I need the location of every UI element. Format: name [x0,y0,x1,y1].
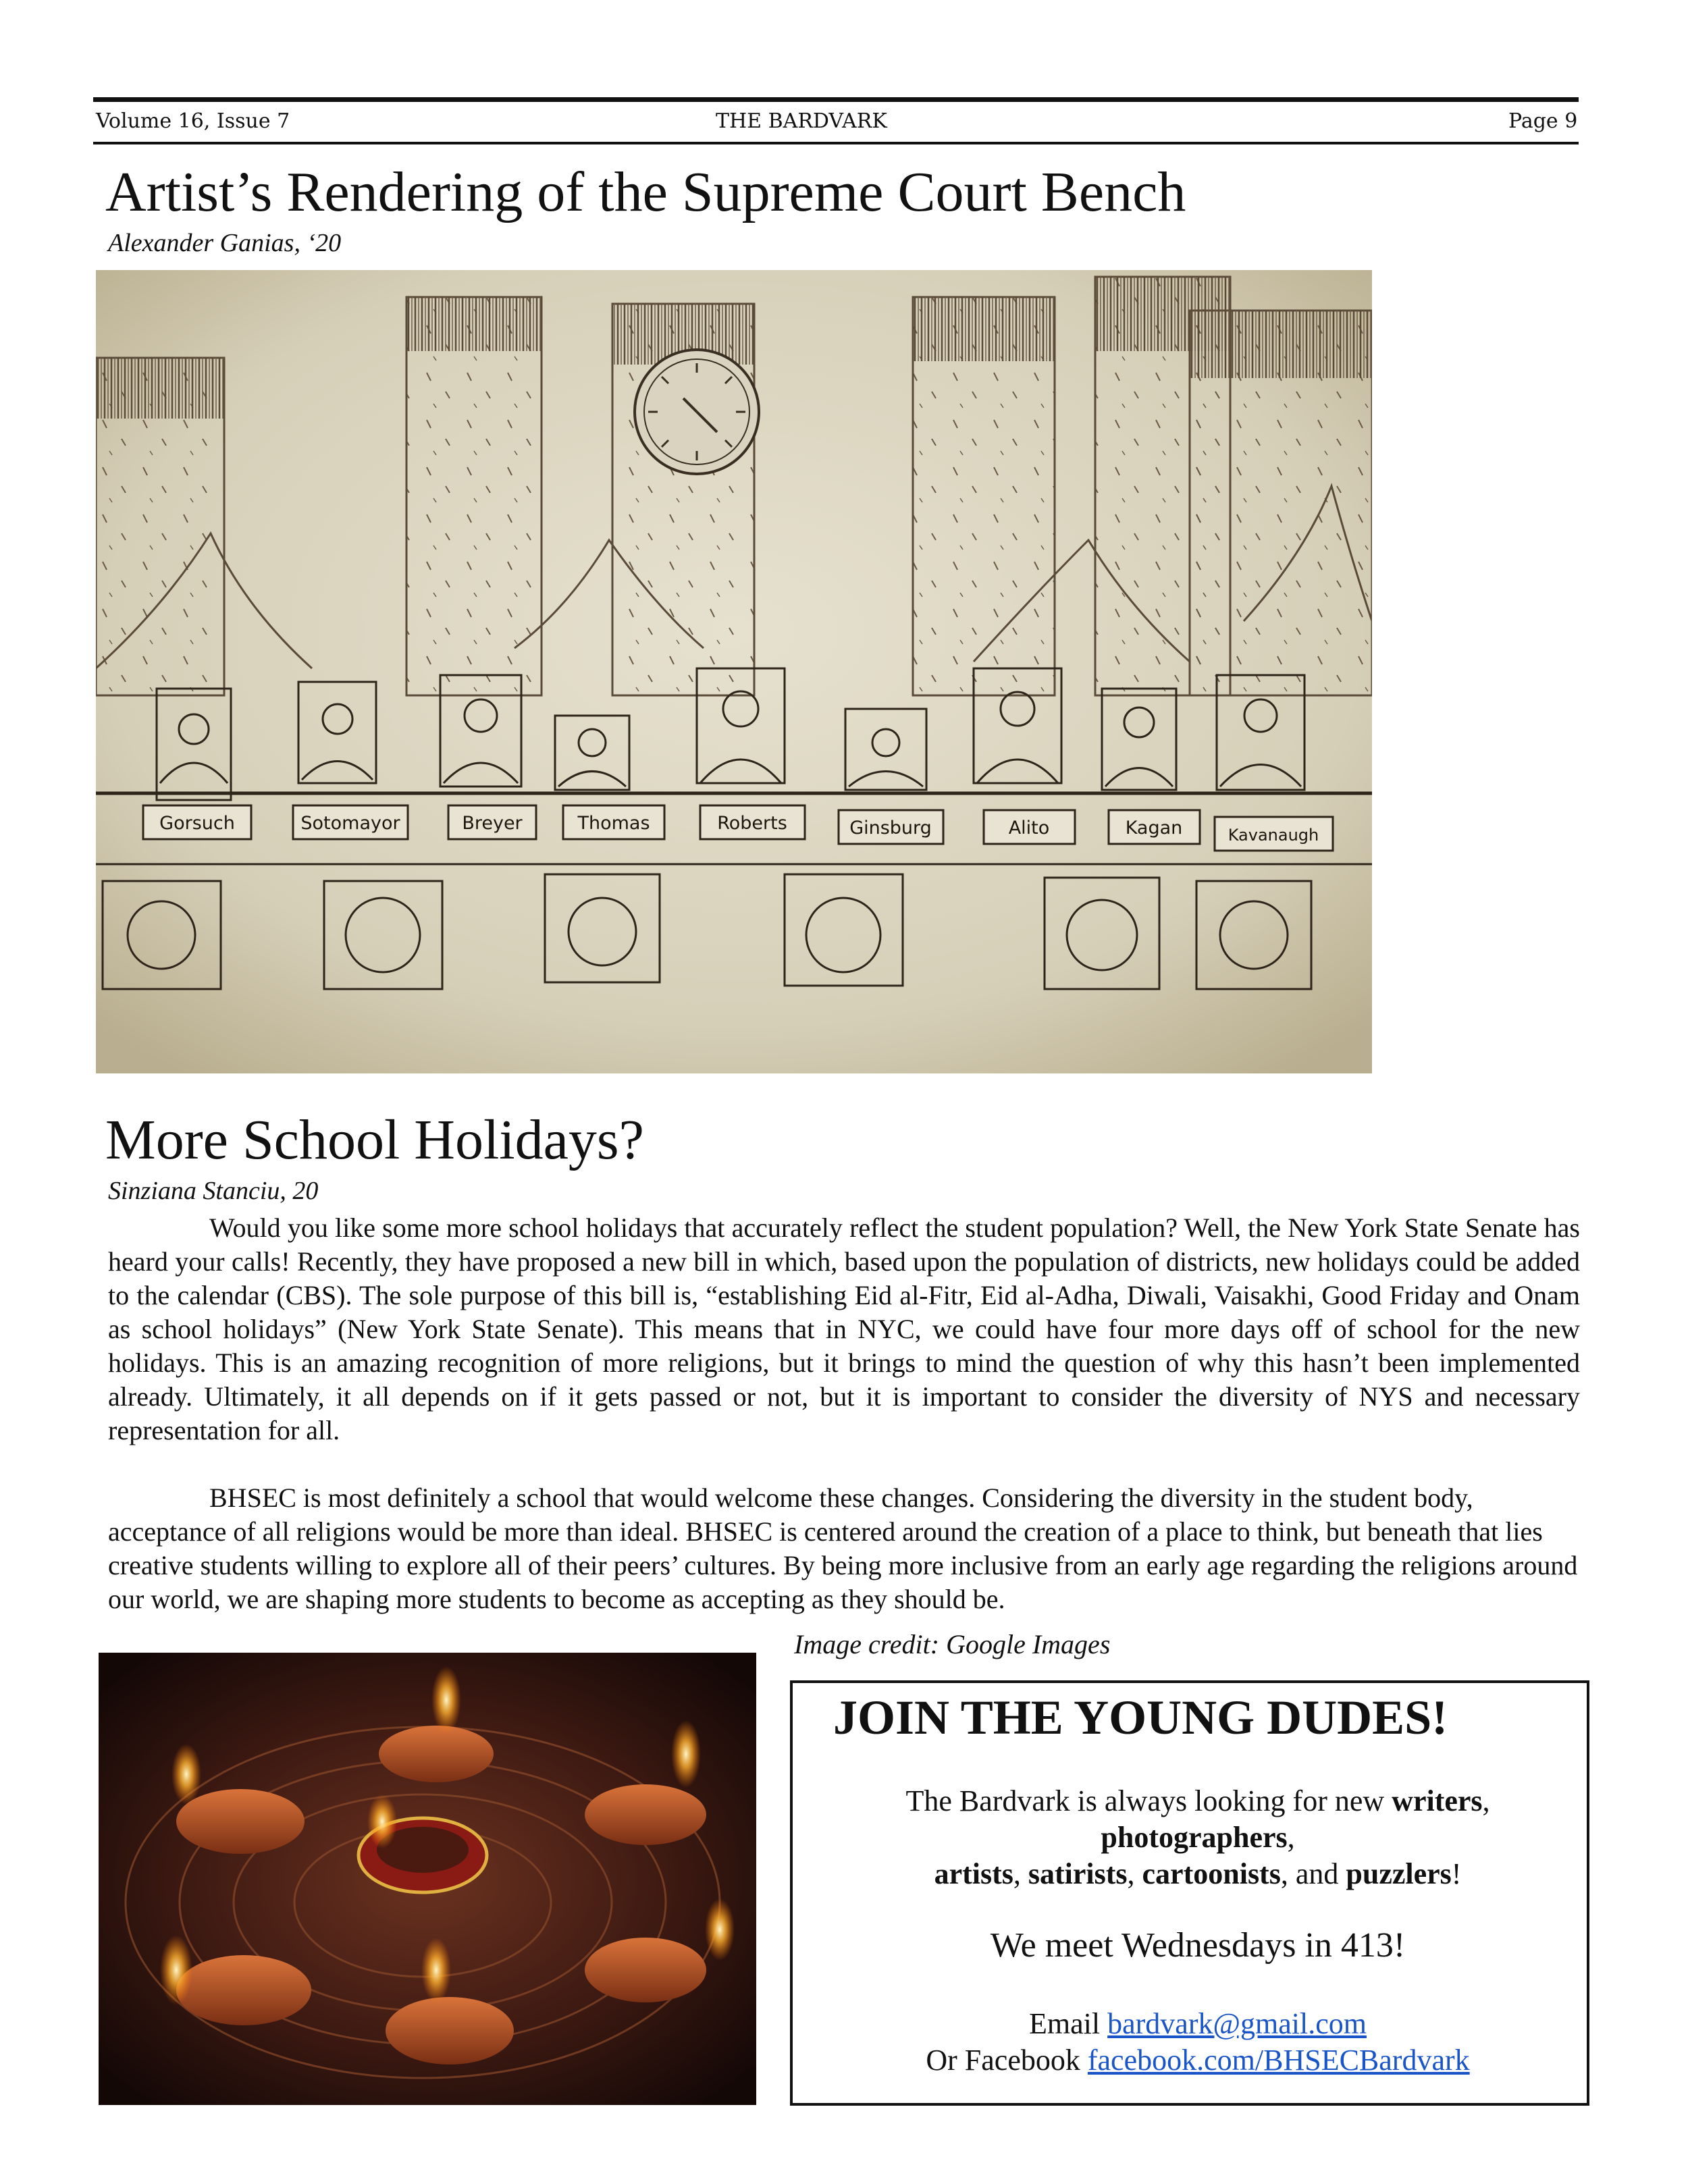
recruit-intro: The Bardvark is always looking for new [905,1784,1392,1817]
contact-email-line [820,2006,1576,2042]
paper-name: THE BARDVARK [716,109,887,133]
role-writers: writers [1392,1784,1483,1817]
punct: , [1013,1857,1028,1890]
image-credit: Image credit: Google Images [794,1629,1111,1659]
punct: , [1287,1821,1295,1854]
nameplate-kavanaugh: Kavanaugh [1228,826,1319,845]
header-top-rule [93,97,1579,102]
article2-title: More School Holidays? [105,1109,644,1171]
join-box [790,1680,1589,2106]
punct: , and [1280,1857,1346,1890]
nameplate-alito: Alito [1008,818,1050,838]
article1-title: Artist’s Rendering of the Supreme Court Bench [105,161,1186,223]
nameplate-roberts: Roberts [717,813,787,834]
recruit-text [820,1783,1576,1892]
nameplate-sotomayor: Sotomayor [300,813,400,834]
role-artists: artists [934,1857,1013,1890]
volume-issue: Volume 16, Issue 7 [96,109,290,133]
punct: , [1482,1784,1490,1817]
nameplate-kagan: Kagan [1125,818,1183,838]
article2-byline: Sinziana Stanciu, 20 [108,1177,319,1205]
diwali-lamps-photo [99,1653,756,2105]
facebook-label: Or Facebook [926,2044,1088,2077]
page-number: Page 9 [1508,109,1578,133]
punct: ! [1451,1857,1462,1890]
clock-icon [635,350,759,474]
article2-paragraph-1 [108,1211,1580,1447]
facebook-link[interactable]: facebook.com/BHSECBardvark [1087,2044,1470,2077]
email-label: Email [1029,2007,1108,2040]
nameplate-breyer: Breyer [462,813,523,834]
article2-paragraph-2 [108,1481,1580,1616]
nameplate-gorsuch: Gorsuch [159,813,235,834]
nameplate-ginsburg: Ginsburg [849,818,932,838]
nameplate-thomas: Thomas [577,813,650,834]
email-link[interactable]: bardvark@gmail.com [1107,2007,1367,2040]
join-box-title: JOIN THE YOUNG DUDES! [833,1690,1448,1744]
meeting-info: We meet Wednesdays in 413! [990,1926,1406,1965]
role-satirists: satirists [1028,1857,1128,1890]
header-bottom-rule [93,142,1579,144]
paragraph-2-text: BHSEC is most definitely a school that would welcome these changes. Considering the diversity in the student body, acceptance of all religions would be more than ideal. BHSEC is centered around the creation of a place to think, but beneath that lies creative students willing to explore all of their peers’ cultures. By being more inclusive from an early age regarding the religions around our world, we are shaping more students to become as accepting as they should be. [108,1483,1578,1614]
paragraph-1-text: Would you like some more school holidays that accurately reflect the student population? Well, the New York State Senate has heard your calls! Recently, they have proposed a new bill in which, based upon the population of districts, new holidays could be added to the calendar (CBS). The sole purpose of this bill is, “establishing Eid al-Fitr, Eid al-Adha, Diwali, Vaisakhi, Good Friday and Onam as school holidays” (New York State Senate). This means that in NYC, we could have four more days off of school for the new holidays. This is an amazing recognition of more religions, but it brings to mind the question of why this hasn’t been implemented already. Ultimately, it all depends on if it gets passed or not, but it is important to consider the diversity of NYS and necessary representation for all. [108,1213,1580,1445]
article1-byline: Alexander Ganias, ‘20 [108,229,342,257]
contact-facebook-line [820,2042,1576,2079]
role-cartoonists: cartoonists [1142,1857,1281,1890]
role-photographers: photographers [1101,1821,1288,1854]
role-puzzlers: puzzlers [1346,1857,1452,1890]
punct: , [1127,1857,1142,1890]
supreme-court-drawing [96,270,1372,1073]
